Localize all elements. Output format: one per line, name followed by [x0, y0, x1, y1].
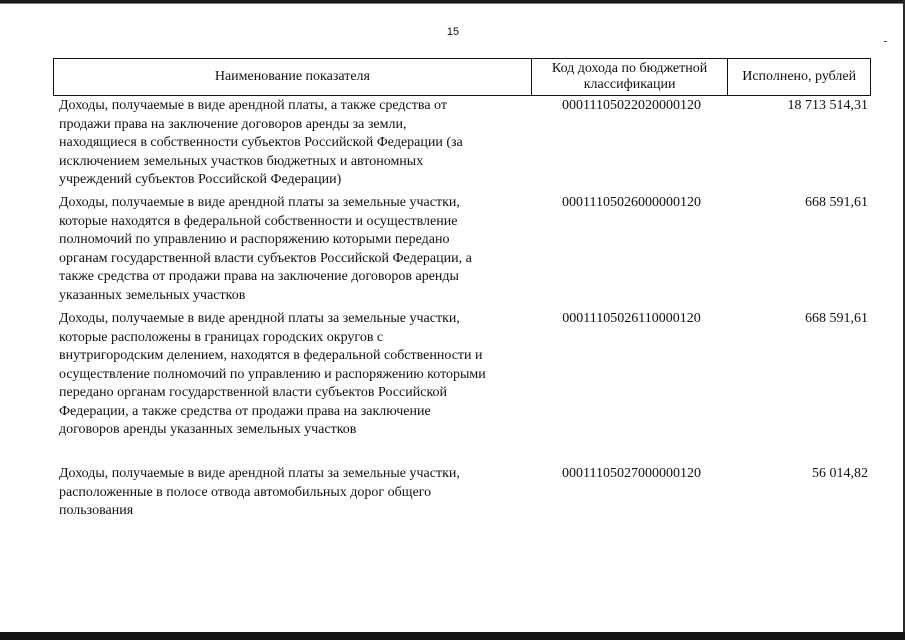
- row-income-code: 00011105026000000120: [562, 195, 701, 210]
- row-name-line: расположенные в полосе отвода автомобильных дорог общего: [59, 484, 432, 500]
- header-name-column: Наименование показателя: [214, 69, 370, 84]
- row-executed-amount: 668 591,61: [805, 311, 868, 326]
- row-name-line: исключением земельных участков бюджетных и автономных: [59, 153, 424, 169]
- row-name-line: органам государственной власти субъектов Российской Федерации, а: [59, 250, 472, 266]
- header-code-line2: классификации: [583, 77, 676, 92]
- header-executed-column: Исполнено, рублей: [727, 59, 870, 95]
- row-name-line: осуществление полномочий по управлению и распоряжению которыми: [59, 366, 486, 382]
- row-executed-amount: 56 014,82: [812, 466, 868, 481]
- header-code-column: [531, 59, 728, 95]
- row-name-line: продажи права на заключение договоров аренды за земли,: [59, 116, 407, 132]
- scan-bottom-border: [0, 632, 905, 640]
- row-name-line: передано органам государственной власти субъектов Российской: [59, 385, 448, 400]
- row-name-line: которые расположены в границах городских округов с: [59, 329, 384, 345]
- row-name-line: пользования: [59, 503, 134, 518]
- row-name-line: полномочий по управлению и распоряжению которыми передано: [59, 232, 450, 247]
- row-name-line: учреждений субъектов Российской Федерации): [59, 172, 342, 187]
- table-header: [53, 58, 871, 96]
- row-name-line: указанных земельных участков: [59, 287, 246, 303]
- row-indicator-name: [59, 310, 529, 440]
- row-name-line: Доходы, получаемые в виде арендной платы за земельные участки,: [59, 311, 460, 326]
- row-name-line: находящиеся в собственности субъектов Российской Федерации (за: [59, 135, 463, 150]
- row-income-code: 00011105027000000120: [562, 466, 701, 481]
- row-indicator-name: [59, 97, 529, 190]
- row-indicator-name: [59, 465, 529, 521]
- row-executed-amount: 18 713 514,31: [787, 98, 868, 113]
- scan-top-border-shadow: [0, 3, 905, 4]
- row-name-line: Федерации, а также средства от продажи права на заключение: [59, 403, 431, 419]
- row-name-line: внутригородским делением, находятся в федеральной собственности и: [59, 348, 483, 363]
- header-code-line1: Код дохода по бюджетной: [551, 61, 708, 76]
- row-name-line: также средства от продажи права на заключение договоров аренды: [59, 269, 459, 284]
- row-name-line: Доходы, получаемые в виде арендной платы за земельные участки,: [59, 195, 460, 210]
- scan-speck: [884, 41, 887, 42]
- row-name-line: Доходы, получаемые в виде арендной платы, а также средства от: [59, 98, 447, 113]
- row-name-line: Доходы, получаемые в виде арендной платы за земельные участки,: [59, 466, 460, 481]
- row-name-line: которые находятся в федеральной собственности и осуществление: [59, 213, 458, 229]
- row-income-code: 00011105022020000120: [562, 98, 701, 113]
- row-income-code: 00011105026110000120: [562, 311, 701, 326]
- row-indicator-name: [59, 194, 529, 305]
- page-number: 15: [446, 26, 460, 38]
- row-name-line: договоров аренды указанных земельных участков: [59, 422, 357, 437]
- row-executed-amount: 668 591,61: [805, 195, 868, 210]
